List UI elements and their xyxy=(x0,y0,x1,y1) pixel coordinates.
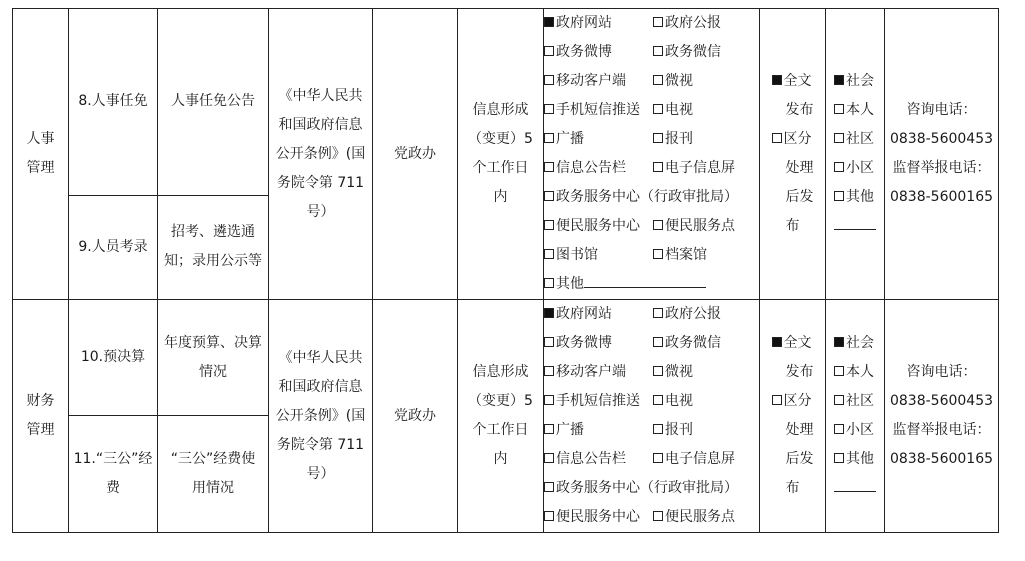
option-label: 社区 xyxy=(846,131,874,147)
disclosure-table xyxy=(12,8,999,533)
timing: 信息形成 （变更）5 个工作日 内 xyxy=(458,300,544,533)
checkbox-icon xyxy=(544,249,554,259)
option-text: 处理 xyxy=(785,422,814,438)
checkbox-icon xyxy=(544,278,554,288)
option-text: 发布 xyxy=(785,364,814,380)
channel-label: 政务服务中心（行政审批局） xyxy=(556,189,738,205)
checkbox-icon xyxy=(834,191,844,201)
department: 党政办 xyxy=(373,300,458,533)
channel-option xyxy=(653,154,735,183)
department: 党政办 xyxy=(373,9,458,300)
channel-option xyxy=(544,329,653,358)
channel-row xyxy=(544,38,759,67)
timing: 信息形成 （变更）5 个工作日 内 xyxy=(458,9,544,300)
channel-label: 政务微信 xyxy=(665,335,721,351)
channel-label: 微视 xyxy=(665,364,693,380)
checkbox-icon xyxy=(544,162,554,172)
checkbox-icon xyxy=(544,191,554,201)
option-item xyxy=(834,358,876,387)
checkbox-icon xyxy=(834,104,844,114)
channel-option xyxy=(544,474,738,503)
channel-option xyxy=(653,125,693,154)
option-label: 全文 xyxy=(783,73,812,89)
checked-box-icon xyxy=(834,337,844,347)
channel-label: 档案馆 xyxy=(665,247,707,263)
channel-label: 政府公报 xyxy=(665,15,721,31)
checkbox-icon xyxy=(544,511,554,521)
checkbox-icon xyxy=(772,133,782,143)
legal-basis: 《中华人民共 和国政府信息 公开条例》(国 务院令第 711 号） xyxy=(269,300,373,533)
channel-row xyxy=(544,67,759,96)
checkbox-icon xyxy=(653,308,663,318)
checkbox-icon xyxy=(544,220,554,230)
channel-label: 便民服务点 xyxy=(665,509,735,525)
channel-label: 政府网站 xyxy=(556,15,612,31)
channel-label: 政务微博 xyxy=(556,44,612,60)
option-label: 社会 xyxy=(846,335,874,351)
checkbox-icon xyxy=(834,395,844,405)
channel-option xyxy=(653,67,693,96)
checkbox-icon xyxy=(544,424,554,434)
channel-label: 信息公告栏 xyxy=(556,160,626,176)
checkbox-icon xyxy=(653,46,663,56)
option-item xyxy=(772,329,814,358)
option-item xyxy=(834,445,876,474)
item-content: 人事任免公告 xyxy=(158,9,269,196)
checked-box-icon xyxy=(834,75,844,85)
channel-label: 电视 xyxy=(665,102,693,118)
checked-box-icon xyxy=(544,308,554,318)
channel-option xyxy=(653,387,693,416)
contact-info: 咨询电话： 0838-5600453 监督举报电话： 0838-5600165 xyxy=(885,9,999,300)
channel-label: 移动客户端 xyxy=(556,73,626,89)
checkbox-icon xyxy=(834,133,844,143)
legal-basis: 《中华人民共 和国政府信息 公开条例》(国 务院令第 711 号） xyxy=(269,9,373,300)
contact-info: 咨询电话： 0838-5600453 监督举报电话： 0838-5600165 xyxy=(885,300,999,533)
channel-option xyxy=(653,212,735,241)
option-label: 小区 xyxy=(846,422,874,438)
option-item xyxy=(772,67,814,96)
channel-option xyxy=(653,416,693,445)
fill-in-blank xyxy=(834,212,876,241)
channel-option xyxy=(544,270,706,299)
checkbox-icon xyxy=(653,133,663,143)
checked-box-icon xyxy=(772,75,782,85)
channel-option xyxy=(544,9,653,38)
option-label: 本人 xyxy=(846,364,874,380)
channel-label: 政府网站 xyxy=(556,306,612,322)
channel-row xyxy=(544,270,759,299)
item-content: 年度预算、决算 情况 xyxy=(158,300,269,416)
channel-option xyxy=(653,300,721,329)
channel-label: 其他 xyxy=(556,276,584,292)
channel-row xyxy=(544,445,759,474)
option-item xyxy=(834,329,876,358)
checkbox-icon xyxy=(653,104,663,114)
channel-option xyxy=(544,416,653,445)
channel-row xyxy=(544,96,759,125)
channel-label: 手机短信推送 xyxy=(556,393,640,409)
channel-label: 报刊 xyxy=(665,131,693,147)
channel-label: 便民服务点 xyxy=(665,218,735,234)
channel-label: 便民服务中心 xyxy=(556,509,640,525)
channel-label: 政务服务中心（行政审批局） xyxy=(556,480,738,496)
channel-row xyxy=(544,416,759,445)
option-text: 后发 xyxy=(785,451,814,467)
channel-row xyxy=(544,329,759,358)
channel-label: 政务微信 xyxy=(665,44,721,60)
checkbox-icon xyxy=(544,366,554,376)
option-item xyxy=(834,154,876,183)
item-content: 招考、遴选通 知；录用公示等 xyxy=(158,195,269,299)
checkbox-icon xyxy=(653,249,663,259)
checkbox-icon xyxy=(834,453,844,463)
category-cell: 财务 管理 xyxy=(13,300,69,533)
channel-label: 电视 xyxy=(665,393,693,409)
channel-option xyxy=(653,241,707,270)
fill-in-blank xyxy=(834,474,876,503)
checkbox-icon xyxy=(653,453,663,463)
option-label: 小区 xyxy=(846,160,874,176)
channel-row xyxy=(544,387,759,416)
checkbox-icon xyxy=(653,337,663,347)
channel-list xyxy=(544,300,760,533)
channel-label: 便民服务中心 xyxy=(556,218,640,234)
channel-label: 移动客户端 xyxy=(556,364,626,380)
option-text: 布 xyxy=(785,480,800,496)
option-item xyxy=(834,96,876,125)
channel-row xyxy=(544,474,759,503)
channel-label: 手机短信推送 xyxy=(556,102,640,118)
checkbox-icon xyxy=(653,511,663,521)
category-cell: 人事 管理 xyxy=(13,9,69,300)
channel-option xyxy=(544,445,653,474)
channel-option xyxy=(653,329,721,358)
channel-option xyxy=(544,358,653,387)
checkbox-icon xyxy=(544,482,554,492)
channel-option xyxy=(544,241,653,270)
table-row xyxy=(13,300,999,416)
checked-box-icon xyxy=(544,17,554,27)
option-label: 其他 xyxy=(846,451,874,467)
checked-box-icon xyxy=(772,337,782,347)
publish-scope xyxy=(826,9,885,300)
channel-row xyxy=(544,183,759,212)
channel-row xyxy=(544,241,759,270)
channel-label: 电子信息屏 xyxy=(665,160,735,176)
option-label: 社会 xyxy=(846,73,874,89)
channel-option xyxy=(653,445,735,474)
channel-option xyxy=(544,503,653,532)
channel-option xyxy=(544,212,653,241)
channel-option xyxy=(544,125,653,154)
checkbox-icon xyxy=(544,337,554,347)
channel-option xyxy=(653,38,721,67)
checkbox-icon xyxy=(653,395,663,405)
channel-label: 政务微博 xyxy=(556,335,612,351)
checkbox-icon xyxy=(772,395,782,405)
checkbox-icon xyxy=(544,46,554,56)
channel-option xyxy=(653,358,693,387)
channel-option xyxy=(544,154,653,183)
channel-label: 报刊 xyxy=(665,422,693,438)
option-item xyxy=(834,416,876,445)
option-text: 后发 xyxy=(785,189,814,205)
channel-option xyxy=(653,96,693,125)
checkbox-icon xyxy=(544,104,554,114)
channel-option xyxy=(544,67,653,96)
option-item xyxy=(772,387,814,416)
channel-label: 政府公报 xyxy=(665,306,721,322)
option-label: 本人 xyxy=(846,102,874,118)
channel-option xyxy=(653,9,721,38)
option-label: 其他 xyxy=(846,189,874,205)
channel-row xyxy=(544,300,759,329)
table-row xyxy=(13,9,999,196)
checkbox-icon xyxy=(544,75,554,85)
channel-label: 广播 xyxy=(556,131,584,147)
option-item xyxy=(834,387,876,416)
publish-method xyxy=(760,300,826,533)
checkbox-icon xyxy=(834,366,844,376)
option-text: 处理 xyxy=(785,160,814,176)
channel-option xyxy=(653,503,735,532)
channel-row xyxy=(544,358,759,387)
channel-option xyxy=(544,300,653,329)
channel-row xyxy=(544,503,759,532)
checkbox-icon xyxy=(834,162,844,172)
publish-method xyxy=(760,9,826,300)
channel-row xyxy=(544,212,759,241)
option-item xyxy=(834,183,876,212)
item-number: 10.预决算 xyxy=(69,300,158,416)
option-text: 发布 xyxy=(785,102,814,118)
item-number: 9.人员考录 xyxy=(69,195,158,299)
channel-label: 广播 xyxy=(556,422,584,438)
channel-label: 信息公告栏 xyxy=(556,451,626,467)
option-item xyxy=(834,67,876,96)
checkbox-icon xyxy=(544,133,554,143)
option-label: 区分 xyxy=(783,131,812,147)
fill-in-blank xyxy=(584,273,706,288)
channel-option xyxy=(544,96,653,125)
checkbox-icon xyxy=(653,75,663,85)
checkbox-icon xyxy=(834,424,844,434)
channel-label: 电子信息屏 xyxy=(665,451,735,467)
checkbox-icon xyxy=(653,17,663,27)
checkbox-icon xyxy=(544,395,554,405)
channel-label: 图书馆 xyxy=(556,247,598,263)
item-number: 8.人事任免 xyxy=(69,9,158,196)
channel-row xyxy=(544,9,759,38)
channel-list xyxy=(544,9,760,300)
checkbox-icon xyxy=(653,424,663,434)
checkbox-icon xyxy=(653,366,663,376)
option-label: 区分 xyxy=(783,393,812,409)
checkbox-icon xyxy=(544,453,554,463)
channel-option xyxy=(544,183,738,212)
option-item xyxy=(834,125,876,154)
channel-row xyxy=(544,154,759,183)
channel-option xyxy=(544,38,653,67)
channel-row xyxy=(544,125,759,154)
item-number: 11.“三公”经费 xyxy=(69,416,158,533)
option-text: 布 xyxy=(785,218,800,234)
channel-label: 微视 xyxy=(665,73,693,89)
option-label: 全文 xyxy=(783,335,812,351)
channel-option xyxy=(544,387,653,416)
item-content: “三公”经费使 用情况 xyxy=(158,416,269,533)
publish-scope xyxy=(826,300,885,533)
option-label: 社区 xyxy=(846,393,874,409)
checkbox-icon xyxy=(653,220,663,230)
checkbox-icon xyxy=(653,162,663,172)
option-item xyxy=(772,125,814,154)
